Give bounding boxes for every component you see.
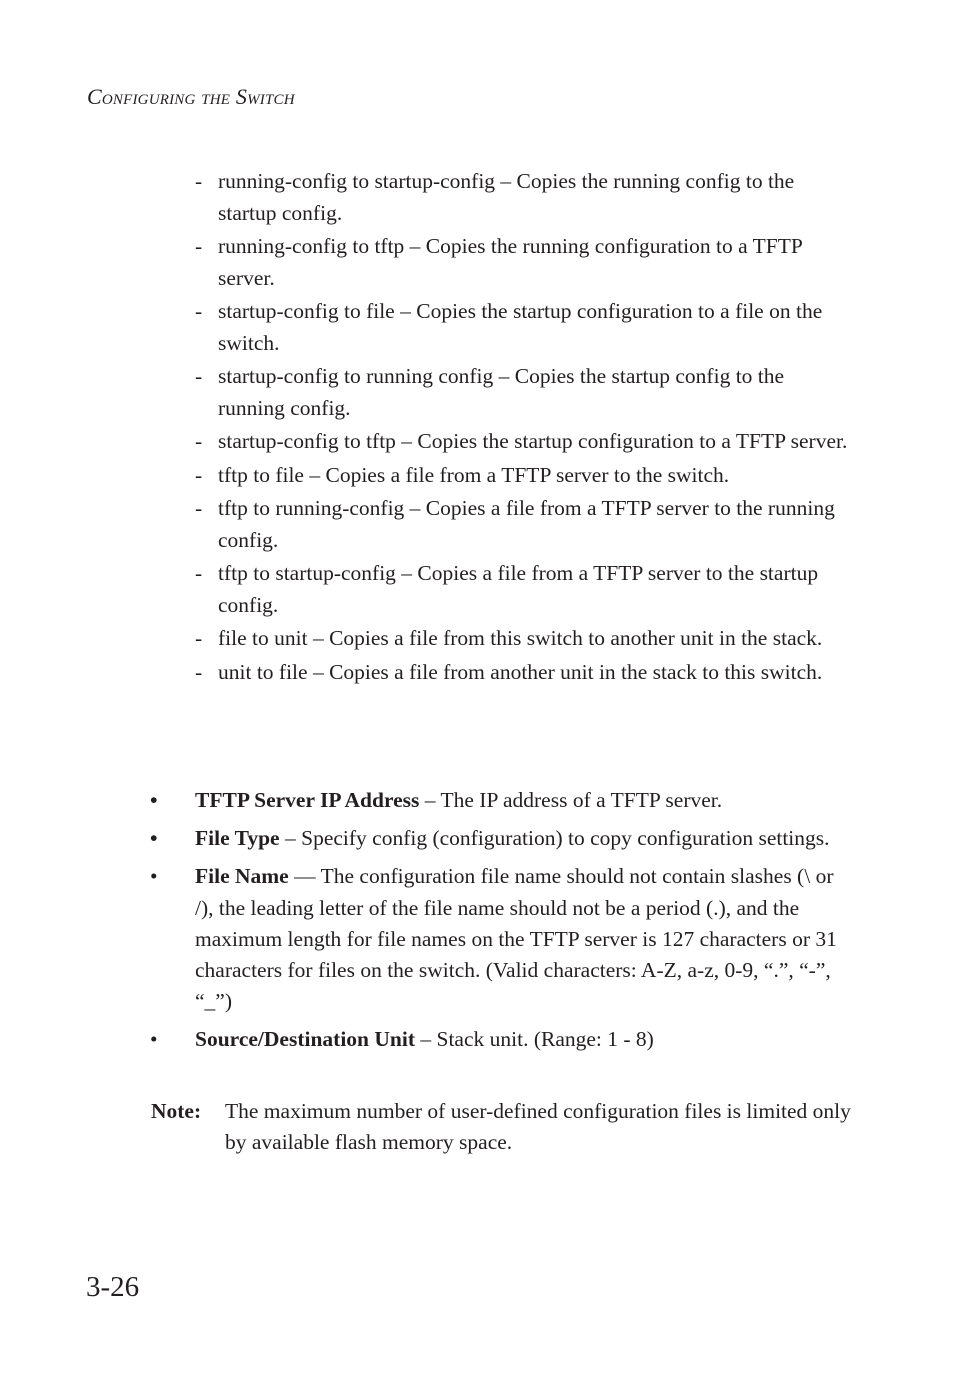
field-description: – Specify config (configuration) to copy configuration settings.	[279, 826, 830, 851]
bullet-marker: •	[150, 864, 158, 889]
list-item-text: file to unit – Copies a file from this switch to another unit in the stack.	[218, 626, 823, 650]
dash-marker: -	[195, 561, 203, 585]
list-item	[195, 296, 855, 359]
field-description: — The configuration file name should not contain slashes (\ or /), the leading letter of the file name should not be a period (.), and the maximum length for file names on the TFTP server is 127 characters or 31 characters for files on the switch. (Valid characters: A-Z, a-z, 0-9, “.”, “-”, “_”)	[195, 864, 837, 1014]
page-number: 3-26	[86, 1271, 140, 1303]
list-item	[195, 657, 855, 689]
bullet-marker: •	[150, 788, 158, 812]
list-item-text: tftp to startup-config – Copies a file from a TFTP server to the startup config.	[218, 561, 819, 617]
field-item-tftp-server-ip	[150, 785, 850, 816]
field-item-source-destination-unit	[150, 1024, 850, 1055]
note-text: The maximum number of user-defined configuration files is limited only by available flash memory space.	[225, 1099, 851, 1155]
field-term: File Name	[195, 864, 289, 889]
list-item-text: startup-config to tftp – Copies the startup configuration to a TFTP server.	[218, 429, 848, 453]
dash-marker: -	[195, 299, 203, 323]
dash-marker: -	[195, 364, 203, 388]
dash-marker: -	[195, 496, 203, 520]
list-item	[195, 460, 855, 492]
field-term: TFTP Server IP Address	[195, 788, 420, 812]
field-description: – The IP address of a TFTP server.	[419, 788, 723, 812]
list-item-text: startup-config to running config – Copies the startup config to the running config.	[218, 364, 785, 420]
list-item-text: tftp to running-config – Copies a file from a TFTP server to the running config.	[218, 496, 835, 552]
note-label: Note:	[151, 1099, 202, 1123]
field-descriptions-list	[150, 785, 850, 1063]
dash-marker: -	[195, 429, 203, 453]
running-head: Configuring the Switch	[87, 84, 295, 109]
bullet-marker: •	[150, 826, 158, 851]
field-term: File Type	[195, 826, 280, 851]
list-item	[195, 361, 855, 424]
list-item	[195, 426, 855, 458]
list-item-text: unit to file – Copies a file from another unit in the stack to this switch.	[218, 659, 823, 684]
list-item	[195, 166, 855, 229]
list-item	[195, 558, 855, 621]
field-item-file-name	[150, 861, 850, 1017]
list-item-text: running-config to startup-config – Copies the running config to the startup config.	[218, 169, 795, 225]
bullet-marker: •	[150, 1027, 158, 1052]
field-term: Source/Destination Unit	[195, 1027, 415, 1052]
list-item-text: running-config to tftp – Copies the running configuration to a TFTP server.	[218, 234, 803, 290]
dash-marker: -	[195, 169, 203, 193]
list-item	[195, 493, 855, 556]
note-block	[151, 1096, 851, 1158]
list-item	[195, 231, 855, 294]
field-description: – Stack unit. (Range: 1 - 8)	[415, 1027, 654, 1052]
field-item-file-type	[150, 823, 850, 854]
list-item-text: tftp to file – Copies a file from a TFTP server to the switch.	[218, 462, 730, 487]
list-item	[195, 623, 855, 655]
list-item-text: startup-config to file – Copies the startup configuration to a file on the switch.	[218, 299, 823, 355]
dash-marker: -	[195, 234, 203, 258]
dash-marker: -	[195, 659, 203, 684]
dash-marker: -	[195, 462, 203, 487]
dash-marker: -	[195, 626, 203, 650]
copy-options-list	[195, 166, 855, 690]
